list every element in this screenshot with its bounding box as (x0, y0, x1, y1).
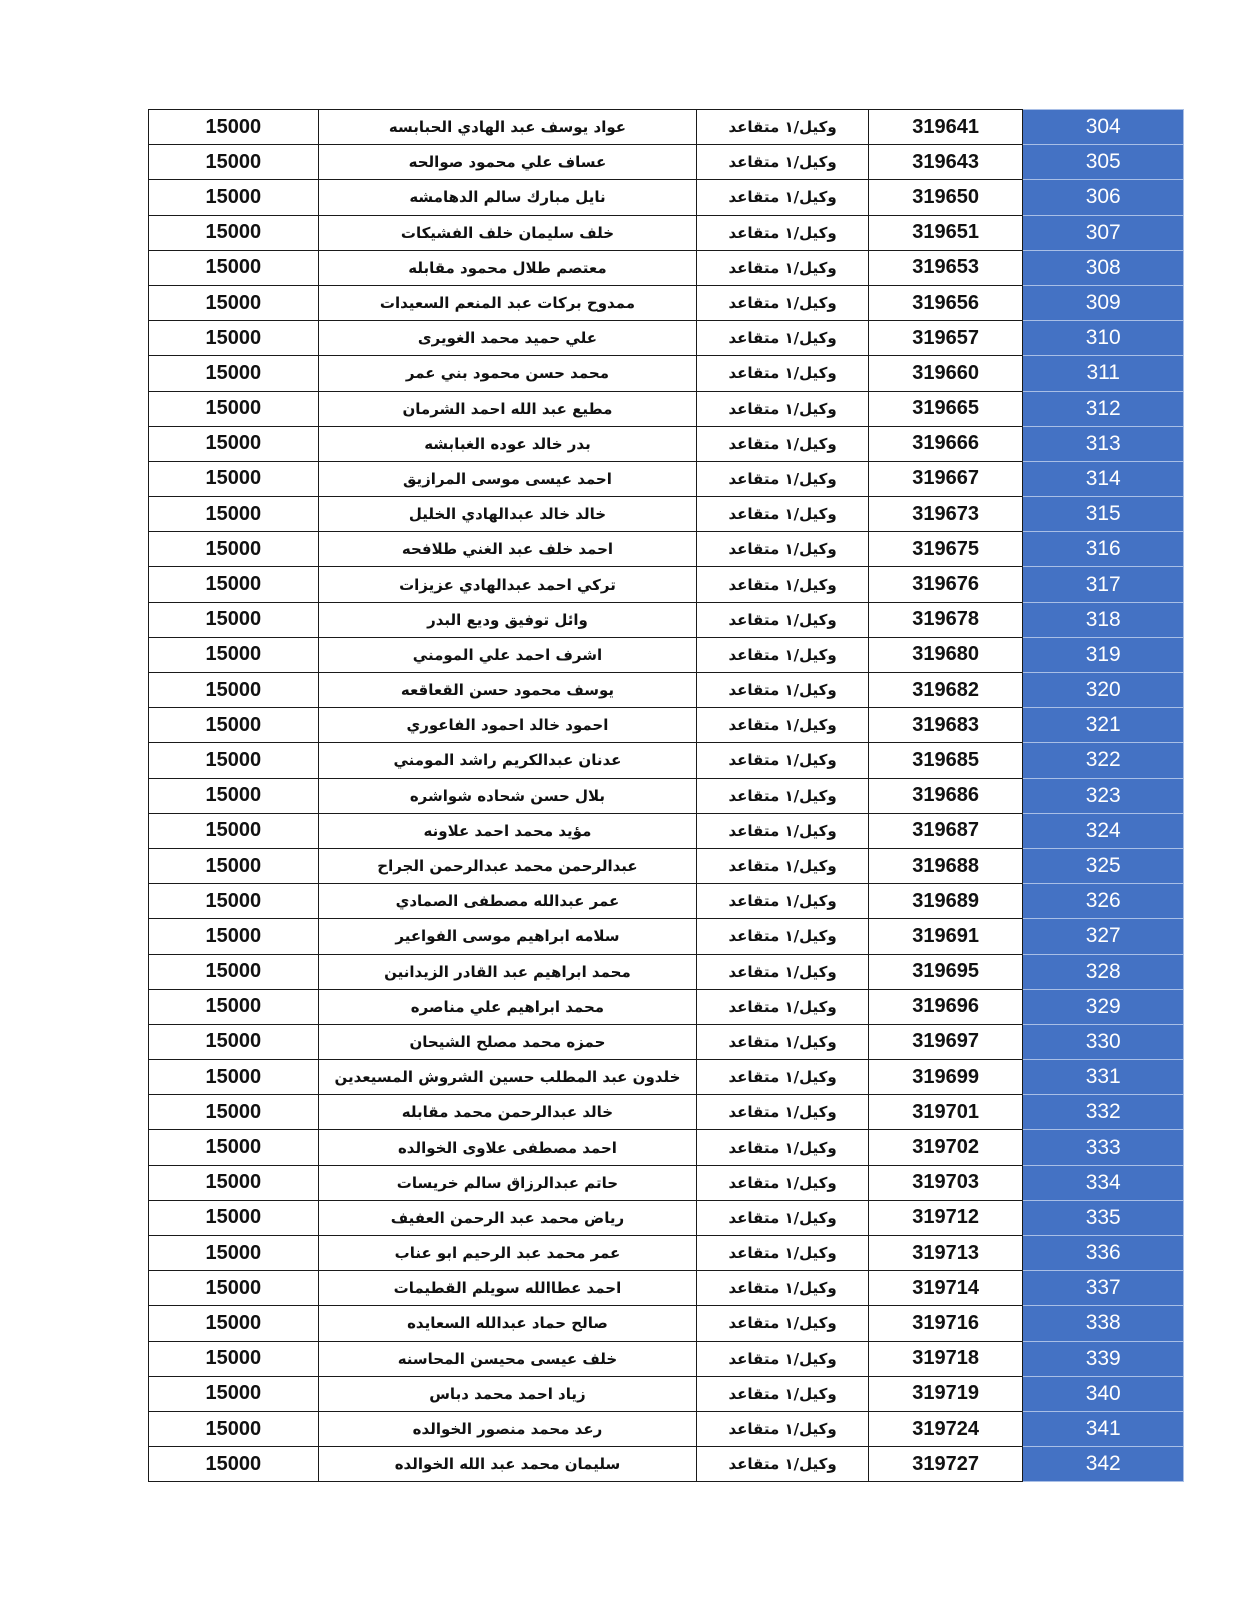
name-cell: نايل مبارك سالم الدهامشه (318, 180, 697, 215)
amount-cell: 15000 (149, 391, 319, 426)
name-cell: محمد حسن محمود بني عمر (318, 356, 697, 391)
id-number-cell: 319703 (868, 1165, 1022, 1200)
sequence-number-cell: 334 (1023, 1165, 1184, 1200)
name-cell: سلامه ابراهيم موسى الفواعير (318, 919, 697, 954)
id-number-cell: 319657 (868, 321, 1022, 356)
name-cell: خالد خالد عبدالهادي الخليل (318, 497, 697, 532)
amount-cell: 15000 (149, 813, 319, 848)
sequence-number-cell: 335 (1023, 1200, 1184, 1235)
sequence-number-cell: 332 (1023, 1095, 1184, 1130)
rank-cell: وكيل/١ متقاعد (697, 285, 869, 320)
rank-cell: وكيل/١ متقاعد (697, 673, 869, 708)
name-cell: تركي احمد عبدالهادي عزيزات (318, 567, 697, 602)
amount-cell: 15000 (149, 1095, 319, 1130)
sequence-number-cell: 320 (1023, 673, 1184, 708)
name-cell: خلف عيسى محيسن المحاسنه (318, 1341, 697, 1376)
table-row (149, 813, 1184, 848)
table-row (149, 954, 1184, 989)
amount-cell: 15000 (149, 285, 319, 320)
name-cell: زياد احمد محمد دباس (318, 1376, 697, 1411)
name-cell: بلال حسن شحاده شواشره (318, 778, 697, 813)
sequence-number-cell: 330 (1023, 1024, 1184, 1059)
table-row (149, 637, 1184, 672)
id-number-cell: 319697 (868, 1024, 1022, 1059)
name-cell: رعد محمد منصور الخوالده (318, 1411, 697, 1446)
id-number-cell: 319688 (868, 848, 1022, 883)
amount-cell: 15000 (149, 602, 319, 637)
name-cell: اشرف احمد علي المومني (318, 637, 697, 672)
table-row (149, 602, 1184, 637)
sequence-number-cell: 322 (1023, 743, 1184, 778)
amount-cell: 15000 (149, 708, 319, 743)
name-cell: بدر خالد عوده الغبابشه (318, 426, 697, 461)
amount-cell: 15000 (149, 321, 319, 356)
name-cell: خلدون عبد المطلب حسين الشروش المسيعدين (318, 1060, 697, 1095)
id-number-cell: 319699 (868, 1060, 1022, 1095)
rank-cell: وكيل/١ متقاعد (697, 1165, 869, 1200)
table-row (149, 1236, 1184, 1271)
amount-cell: 15000 (149, 1447, 319, 1482)
id-number-cell: 319691 (868, 919, 1022, 954)
rank-cell: وكيل/١ متقاعد (697, 215, 869, 250)
id-number-cell: 319718 (868, 1341, 1022, 1376)
amount-cell: 15000 (149, 1271, 319, 1306)
sequence-number-cell: 304 (1023, 110, 1184, 145)
name-cell: مؤيد محمد احمد علاونه (318, 813, 697, 848)
sequence-number-cell: 337 (1023, 1271, 1184, 1306)
name-cell: حمزه محمد مصلح الشيحان (318, 1024, 697, 1059)
amount-cell: 15000 (149, 989, 319, 1024)
rank-cell: وكيل/١ متقاعد (697, 989, 869, 1024)
table-row (149, 1200, 1184, 1235)
id-number-cell: 319667 (868, 461, 1022, 496)
amount-cell: 15000 (149, 848, 319, 883)
rank-cell: وكيل/١ متقاعد (697, 919, 869, 954)
amount-cell: 15000 (149, 180, 319, 215)
id-number-cell: 319716 (868, 1306, 1022, 1341)
rank-cell: وكيل/١ متقاعد (697, 1130, 869, 1165)
id-number-cell: 319714 (868, 1271, 1022, 1306)
rank-cell: وكيل/١ متقاعد (697, 1341, 869, 1376)
name-cell: وائل توفيق وديع البدر (318, 602, 697, 637)
id-number-cell: 319686 (868, 778, 1022, 813)
rank-cell: وكيل/١ متقاعد (697, 1376, 869, 1411)
amount-cell: 15000 (149, 250, 319, 285)
id-number-cell: 319719 (868, 1376, 1022, 1411)
sequence-number-cell: 307 (1023, 215, 1184, 250)
amount-cell: 15000 (149, 532, 319, 567)
id-number-cell: 319653 (868, 250, 1022, 285)
rank-cell: وكيل/١ متقاعد (697, 1236, 869, 1271)
amount-cell: 15000 (149, 673, 319, 708)
table-row (149, 391, 1184, 426)
amount-cell: 15000 (149, 461, 319, 496)
name-cell: معتصم طلال محمود مقابله (318, 250, 697, 285)
sequence-number-cell: 319 (1023, 637, 1184, 672)
rank-cell: وكيل/١ متقاعد (697, 321, 869, 356)
rank-cell: وكيل/١ متقاعد (697, 180, 869, 215)
name-cell: احمد مصطفى علاوى الخوالده (318, 1130, 697, 1165)
id-number-cell: 319687 (868, 813, 1022, 848)
table-row (149, 356, 1184, 391)
amount-cell: 15000 (149, 145, 319, 180)
amount-cell: 15000 (149, 1341, 319, 1376)
rank-cell: وكيل/١ متقاعد (697, 1095, 869, 1130)
rank-cell: وكيل/١ متقاعد (697, 110, 869, 145)
id-number-cell: 319651 (868, 215, 1022, 250)
rank-cell: وكيل/١ متقاعد (697, 461, 869, 496)
amount-cell: 15000 (149, 637, 319, 672)
table-row (149, 497, 1184, 532)
sequence-number-cell: 305 (1023, 145, 1184, 180)
name-cell: عمر عبدالله مصطفى الصمادي (318, 884, 697, 919)
sequence-number-cell: 313 (1023, 426, 1184, 461)
name-cell: خالد عبدالرحمن محمد مقابله (318, 1095, 697, 1130)
name-cell: عمر محمد عبد الرحيم ابو عناب (318, 1236, 697, 1271)
sequence-number-cell: 333 (1023, 1130, 1184, 1165)
sequence-number-cell: 324 (1023, 813, 1184, 848)
name-cell: حاتم عبدالرزاق سالم خريسات (318, 1165, 697, 1200)
id-number-cell: 319683 (868, 708, 1022, 743)
id-number-cell: 319689 (868, 884, 1022, 919)
table-row (149, 1024, 1184, 1059)
amount-cell: 15000 (149, 356, 319, 391)
id-number-cell: 319678 (868, 602, 1022, 637)
rank-cell: وكيل/١ متقاعد (697, 1306, 869, 1341)
rank-cell: وكيل/١ متقاعد (697, 1060, 869, 1095)
id-number-cell: 319676 (868, 567, 1022, 602)
table-row (149, 180, 1184, 215)
amount-cell: 15000 (149, 1411, 319, 1446)
table-row (149, 673, 1184, 708)
name-cell: احمد عطاالله سويلم القطيمات (318, 1271, 697, 1306)
amount-cell: 15000 (149, 567, 319, 602)
id-number-cell: 319713 (868, 1236, 1022, 1271)
table-row (149, 743, 1184, 778)
amount-cell: 15000 (149, 919, 319, 954)
sequence-number-cell: 314 (1023, 461, 1184, 496)
sequence-number-cell: 325 (1023, 848, 1184, 883)
table-row (149, 1411, 1184, 1446)
table-row (149, 567, 1184, 602)
rank-cell: وكيل/١ متقاعد (697, 1447, 869, 1482)
name-cell: احمود خالد احمود الفاعوري (318, 708, 697, 743)
id-number-cell: 319675 (868, 532, 1022, 567)
rank-cell: وكيل/١ متقاعد (697, 145, 869, 180)
table-row (149, 532, 1184, 567)
amount-cell: 15000 (149, 1236, 319, 1271)
sequence-number-cell: 339 (1023, 1341, 1184, 1376)
sequence-number-cell: 310 (1023, 321, 1184, 356)
table-row (149, 1376, 1184, 1411)
table-row (149, 919, 1184, 954)
rank-cell: وكيل/١ متقاعد (697, 708, 869, 743)
rank-cell: وكيل/١ متقاعد (697, 602, 869, 637)
id-number-cell: 319724 (868, 1411, 1022, 1446)
name-cell: يوسف محمود حسن القعاقعه (318, 673, 697, 708)
sequence-number-cell: 342 (1023, 1447, 1184, 1482)
name-cell: احمد خلف عبد الغني طلافحه (318, 532, 697, 567)
rank-cell: وكيل/١ متقاعد (697, 1411, 869, 1446)
table-row (149, 1060, 1184, 1095)
table-row (149, 1341, 1184, 1376)
sequence-number-cell: 318 (1023, 602, 1184, 637)
rank-cell: وكيل/١ متقاعد (697, 813, 869, 848)
id-number-cell: 319701 (868, 1095, 1022, 1130)
sequence-number-cell: 309 (1023, 285, 1184, 320)
table-row (149, 426, 1184, 461)
rank-cell: وكيل/١ متقاعد (697, 954, 869, 989)
sequence-number-cell: 308 (1023, 250, 1184, 285)
sequence-number-cell: 326 (1023, 884, 1184, 919)
sequence-number-cell: 323 (1023, 778, 1184, 813)
name-cell: صالح حماد عبدالله السعايده (318, 1306, 697, 1341)
name-cell: عواد يوسف عبد الهادي الحبابسه (318, 110, 697, 145)
name-cell: عساف علي محمود صوالحه (318, 145, 697, 180)
id-number-cell: 319665 (868, 391, 1022, 426)
id-number-cell: 319685 (868, 743, 1022, 778)
table-row (149, 215, 1184, 250)
amount-cell: 15000 (149, 215, 319, 250)
amount-cell: 15000 (149, 1060, 319, 1095)
rank-cell: وكيل/١ متقاعد (697, 391, 869, 426)
table-row (149, 321, 1184, 356)
sequence-number-cell: 328 (1023, 954, 1184, 989)
rank-cell: وكيل/١ متقاعد (697, 1024, 869, 1059)
sequence-number-cell: 341 (1023, 1411, 1184, 1446)
name-cell: عدنان عبدالكريم راشد المومني (318, 743, 697, 778)
table-row (149, 1271, 1184, 1306)
table-row (149, 778, 1184, 813)
id-number-cell: 319682 (868, 673, 1022, 708)
name-cell: عبدالرحمن محمد عبدالرحمن الجراح (318, 848, 697, 883)
amount-cell: 15000 (149, 778, 319, 813)
amount-cell: 15000 (149, 1024, 319, 1059)
table-row (149, 1130, 1184, 1165)
id-number-cell: 319643 (868, 145, 1022, 180)
amount-cell: 15000 (149, 954, 319, 989)
amount-cell: 15000 (149, 884, 319, 919)
name-cell: محمد ابراهيم علي مناصره (318, 989, 697, 1024)
table-row (149, 1306, 1184, 1341)
rank-cell: وكيل/١ متقاعد (697, 532, 869, 567)
rank-cell: وكيل/١ متقاعد (697, 743, 869, 778)
rank-cell: وكيل/١ متقاعد (697, 1200, 869, 1235)
payment-table-body (149, 110, 1184, 1482)
name-cell: احمد عيسى موسى المرازيق (318, 461, 697, 496)
sequence-number-cell: 329 (1023, 989, 1184, 1024)
table-row (149, 461, 1184, 496)
rank-cell: وكيل/١ متقاعد (697, 250, 869, 285)
id-number-cell: 319712 (868, 1200, 1022, 1235)
rank-cell: وكيل/١ متقاعد (697, 567, 869, 602)
rank-cell: وكيل/١ متقاعد (697, 497, 869, 532)
table-row (149, 989, 1184, 1024)
id-number-cell: 319680 (868, 637, 1022, 672)
name-cell: علي حميد محمد الغويرى (318, 321, 697, 356)
name-cell: مطيع عبد الله احمد الشرمان (318, 391, 697, 426)
rank-cell: وكيل/١ متقاعد (697, 356, 869, 391)
amount-cell: 15000 (149, 110, 319, 145)
amount-cell: 15000 (149, 1165, 319, 1200)
id-number-cell: 319696 (868, 989, 1022, 1024)
rank-cell: وكيل/١ متقاعد (697, 778, 869, 813)
amount-cell: 15000 (149, 743, 319, 778)
rank-cell: وكيل/١ متقاعد (697, 884, 869, 919)
table-row (149, 145, 1184, 180)
table-row (149, 1095, 1184, 1130)
id-number-cell: 319727 (868, 1447, 1022, 1482)
id-number-cell: 319660 (868, 356, 1022, 391)
sequence-number-cell: 327 (1023, 919, 1184, 954)
table-row (149, 848, 1184, 883)
table-row (149, 285, 1184, 320)
table-row (149, 1447, 1184, 1482)
amount-cell: 15000 (149, 1130, 319, 1165)
name-cell: رياض محمد عبد الرحمن العفيف (318, 1200, 697, 1235)
id-number-cell: 319695 (868, 954, 1022, 989)
sequence-number-cell: 312 (1023, 391, 1184, 426)
amount-cell: 15000 (149, 1200, 319, 1235)
name-cell: خلف سليمان خلف الفشيكات (318, 215, 697, 250)
sequence-number-cell: 340 (1023, 1376, 1184, 1411)
sequence-number-cell: 315 (1023, 497, 1184, 532)
rank-cell: وكيل/١ متقاعد (697, 848, 869, 883)
id-number-cell: 319666 (868, 426, 1022, 461)
sequence-number-cell: 317 (1023, 567, 1184, 602)
amount-cell: 15000 (149, 497, 319, 532)
id-number-cell: 319673 (868, 497, 1022, 532)
payment-table (148, 109, 1184, 1482)
id-number-cell: 319656 (868, 285, 1022, 320)
table-row (149, 110, 1184, 145)
name-cell: محمد ابراهيم عبد القادر الزيدانين (318, 954, 697, 989)
sequence-number-cell: 316 (1023, 532, 1184, 567)
id-number-cell: 319650 (868, 180, 1022, 215)
sequence-number-cell: 321 (1023, 708, 1184, 743)
table-row (149, 708, 1184, 743)
amount-cell: 15000 (149, 426, 319, 461)
id-number-cell: 319702 (868, 1130, 1022, 1165)
table-row (149, 1165, 1184, 1200)
amount-cell: 15000 (149, 1306, 319, 1341)
rank-cell: وكيل/١ متقاعد (697, 1271, 869, 1306)
sequence-number-cell: 338 (1023, 1306, 1184, 1341)
name-cell: ممدوح بركات عبد المنعم السعيدات (318, 285, 697, 320)
name-cell: سليمان محمد عبد الله الخوالده (318, 1447, 697, 1482)
sequence-number-cell: 331 (1023, 1060, 1184, 1095)
rank-cell: وكيل/١ متقاعد (697, 637, 869, 672)
table-row (149, 884, 1184, 919)
table-row (149, 250, 1184, 285)
id-number-cell: 319641 (868, 110, 1022, 145)
sequence-number-cell: 306 (1023, 180, 1184, 215)
rank-cell: وكيل/١ متقاعد (697, 426, 869, 461)
sequence-number-cell: 336 (1023, 1236, 1184, 1271)
sequence-number-cell: 311 (1023, 356, 1184, 391)
amount-cell: 15000 (149, 1376, 319, 1411)
